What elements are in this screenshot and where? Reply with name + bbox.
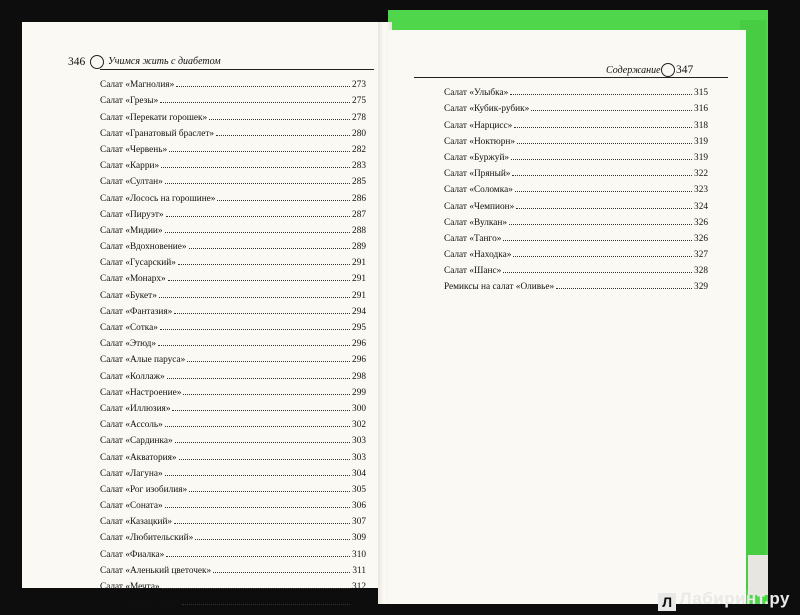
toc-entry-title: Салат «Соломка» xyxy=(444,185,513,196)
left-running-title-wrap xyxy=(108,56,221,67)
toc-entry-title: Салат «Карри» xyxy=(100,161,160,172)
toc-entry-page: 291 xyxy=(352,258,366,269)
toc-entry xyxy=(100,90,366,106)
toc-entry-title: Салат «Алые паруса» xyxy=(100,355,186,366)
toc-entry-title: Салат «Ассоль» xyxy=(100,420,163,431)
toc-entry xyxy=(444,163,708,179)
toc-leader-dots xyxy=(514,127,692,128)
toc-entry-page: 294 xyxy=(352,306,366,317)
toc-entry-page: 275 xyxy=(352,96,366,107)
toc-leader-dots xyxy=(169,151,350,152)
toc-entry-title: Салат «Чемпион» xyxy=(444,201,515,212)
toc-leader-dots xyxy=(160,102,350,103)
toc-entry-page: 273 xyxy=(352,80,366,91)
toc-leader-dots xyxy=(176,86,350,87)
toc-leader-dots xyxy=(160,329,350,330)
toc-entry xyxy=(100,139,366,155)
toc-leader-dots xyxy=(513,256,692,257)
toc-entry xyxy=(100,301,366,317)
toc-entry-title: Салат «Букет» xyxy=(100,290,157,301)
toc-entry xyxy=(100,204,366,220)
toc-leader-dots xyxy=(174,313,350,314)
toc-leader-dots xyxy=(168,280,350,281)
toc-entry-page: 312 xyxy=(352,582,366,592)
toc-entry-page: 315 xyxy=(694,88,708,99)
toc-entry-title: Салат «Настроение» xyxy=(100,387,182,398)
toc-entry-title: Салат «Пируэт» xyxy=(100,209,164,220)
toc-entry-page: 296 xyxy=(352,339,366,350)
toc-entry xyxy=(444,212,708,228)
toc-entry-page: 298 xyxy=(352,371,366,382)
toc-entry-title: Салат «Вдохновение» xyxy=(100,242,187,253)
toc-leader-dots xyxy=(178,264,350,265)
toc-leader-dots xyxy=(510,94,692,95)
toc-entry-page: 299 xyxy=(352,387,366,398)
toc-entry-page: 311 xyxy=(352,565,366,576)
toc-leader-dots xyxy=(516,208,692,209)
left-page-number: 346 xyxy=(68,56,86,68)
toc-entry xyxy=(444,179,708,195)
toc-entry-page: 291 xyxy=(352,274,366,285)
toc-leader-dots xyxy=(509,224,692,225)
header-rule xyxy=(414,77,728,78)
toc-leader-dots xyxy=(158,345,350,346)
right-running-title-wrap xyxy=(606,65,661,76)
toc-entry xyxy=(100,382,366,398)
left-running-head xyxy=(68,56,85,68)
toc-entry xyxy=(444,260,708,276)
page-circle-icon xyxy=(661,63,675,77)
toc-entry-page: 302 xyxy=(352,420,366,431)
toc-entry xyxy=(100,106,366,122)
toc-entry-page: 316 xyxy=(694,104,708,115)
toc-entry-page: 318 xyxy=(694,120,708,131)
toc-entry-title: Салат «Перекати горошек» xyxy=(100,112,208,123)
toc-entry xyxy=(100,479,366,495)
toc-entry xyxy=(100,592,366,608)
toc-entry-page: 280 xyxy=(352,128,366,139)
toc-entry-title: Салат «Акватория» xyxy=(100,452,177,463)
toc-entry xyxy=(100,560,366,576)
left-running-title: Учимся жить с диабетом xyxy=(108,56,221,67)
toc-entry xyxy=(444,98,708,114)
toc-entry-title: Салат «Шанс» xyxy=(444,266,502,277)
toc-entry-page: 319 xyxy=(694,152,708,163)
toc-entry-title: Салат «Этюд» xyxy=(100,339,157,350)
toc-entry-page: 307 xyxy=(352,517,366,528)
toc-leader-dots xyxy=(172,410,350,411)
toc-entry-page: 295 xyxy=(352,323,366,333)
toc-entry xyxy=(100,511,366,527)
toc-entry xyxy=(100,430,366,446)
toc-leader-dots xyxy=(189,491,350,492)
toc-entry-title: Салат «Гранатовый браслет» xyxy=(100,128,215,139)
page-circle-icon xyxy=(90,55,104,69)
toc-entry xyxy=(100,463,366,479)
toc-entry-title: Салат «Монарх» xyxy=(100,274,166,285)
toc-entry-page: 329 xyxy=(694,282,708,293)
toc-entry-title: Салат «Иллюзия» xyxy=(100,403,171,414)
toc-entry-page: 303 xyxy=(352,452,366,463)
toc-entry xyxy=(100,252,366,268)
toc-leader-dots xyxy=(515,191,692,192)
toc-entry-page: 324 xyxy=(694,201,708,212)
toc-entry-title: Салат «Кубик-рубик» xyxy=(444,104,530,115)
toc-leader-dots xyxy=(512,175,692,176)
toc-entry-title: Салат «Гусарский» xyxy=(100,258,176,269)
watermark-text: Лабиринт.ру xyxy=(679,589,790,608)
toc-leader-dots xyxy=(165,475,350,476)
toc-entry-title: Салат «Фантазия» xyxy=(100,306,173,317)
toc-leader-dots xyxy=(179,459,351,460)
toc-leader-dots xyxy=(503,272,692,273)
toc-entry xyxy=(100,446,366,462)
toc-entry-title: Салат «Коллаж» xyxy=(100,371,165,382)
watermark-logo-icon: Л xyxy=(658,593,676,611)
toc-entry-title: Салат «Султан» xyxy=(100,177,163,188)
right-running-title: Содержание xyxy=(606,65,661,76)
toc-entry-title: Салат «Нарцисс» xyxy=(444,120,513,131)
toc-entry xyxy=(100,317,366,333)
toc-leader-dots xyxy=(166,216,351,217)
header-rule xyxy=(100,69,374,70)
toc-entry-page: 326 xyxy=(694,217,708,228)
toc-entry-title: Салат «Пикантный» xyxy=(100,598,181,609)
toc-entry-page: 305 xyxy=(352,484,366,495)
toc-entry-page: 323 xyxy=(694,185,708,196)
toc-entry xyxy=(444,131,708,147)
toc-entry-title: Салат «Мечта» xyxy=(100,582,160,592)
toc-entry-page: 282 xyxy=(352,144,366,155)
toc-entry-title: Салат «Любительский» xyxy=(100,533,194,544)
toc-entry xyxy=(100,398,366,414)
toc-entry xyxy=(100,576,366,592)
toc-leader-dots xyxy=(195,539,350,540)
toc-entry-title: Салат «Червень» xyxy=(100,144,168,155)
toc-leader-dots xyxy=(213,572,350,573)
toc-entry xyxy=(100,123,366,139)
toc-leader-dots xyxy=(165,507,350,508)
toc-entry-page: 289 xyxy=(352,242,366,253)
right-page xyxy=(388,30,746,604)
toc-entry xyxy=(100,220,366,236)
toc-entry-page: 309 xyxy=(352,533,366,544)
toc-entry-page: 322 xyxy=(694,169,708,180)
toc-entry xyxy=(444,195,708,211)
toc-entry xyxy=(100,268,366,284)
toc-entry xyxy=(444,114,708,130)
toc-list-right xyxy=(444,82,708,292)
toc-entry-title: Салат «Магнолия» xyxy=(100,80,175,91)
toc-entry xyxy=(100,187,366,203)
toc-leader-dots xyxy=(511,159,692,160)
toc-entry-title: Салат «Ноктюрн» xyxy=(444,136,516,147)
toc-entry xyxy=(100,349,366,365)
toc-entry-page: 291 xyxy=(352,290,366,301)
toc-entry-page: 313 xyxy=(352,598,366,609)
toc-leader-dots xyxy=(159,297,350,298)
toc-entry-title: Салат «Танго» xyxy=(444,233,502,244)
toc-entry-title: Салат «Буржуй» xyxy=(444,152,510,163)
toc-entry-title: Салат «Лосось на горошине» xyxy=(100,193,216,204)
toc-leader-dots xyxy=(174,523,350,524)
toc-entry-page: 300 xyxy=(352,403,366,414)
left-page xyxy=(22,22,383,609)
toc-entry xyxy=(100,414,366,430)
toc-entry xyxy=(100,543,366,559)
toc-entry xyxy=(444,147,708,163)
toc-entry xyxy=(100,527,366,543)
toc-entry-title: Салат «Мидии» xyxy=(100,225,163,236)
toc-entry-page: 304 xyxy=(352,468,366,479)
toc-entry-title: Салат «Лагуна» xyxy=(100,468,163,479)
toc-leader-dots xyxy=(556,288,692,289)
toc-leader-dots xyxy=(183,394,350,395)
toc-leader-dots xyxy=(182,604,350,605)
toc-entry-title: Салат «Находка» xyxy=(444,250,512,261)
toc-leader-dots xyxy=(165,183,350,184)
toc-entry-title: Салат «Улыбка» xyxy=(444,88,509,99)
toc-entry xyxy=(100,333,366,349)
right-running-head xyxy=(676,64,693,76)
toc-entry-page: 283 xyxy=(352,161,366,172)
toc-leader-dots xyxy=(166,556,350,557)
watermark xyxy=(658,589,790,611)
toc-entry-page: 296 xyxy=(352,355,366,366)
toc-entry xyxy=(444,82,708,98)
toc-entry-title: Салат «Пряный» xyxy=(444,169,511,180)
toc-entry-title: Салат «Казацкий» xyxy=(100,517,173,528)
toc-list-left xyxy=(100,74,366,608)
toc-entry xyxy=(100,236,366,252)
toc-entry xyxy=(100,284,366,300)
toc-leader-dots xyxy=(162,588,350,589)
toc-entry-page: 319 xyxy=(694,136,708,147)
toc-entry-title: Салат «Фиалка» xyxy=(100,549,165,560)
toc-entry-title: Ремиксы на салат «Оливье» xyxy=(444,282,555,293)
toc-leader-dots xyxy=(187,361,350,362)
right-page-number: 347 xyxy=(676,64,694,76)
toc-entry xyxy=(100,74,366,90)
toc-entry-page: 287 xyxy=(352,209,366,220)
toc-leader-dots xyxy=(217,200,350,201)
toc-leader-dots xyxy=(503,240,692,241)
toc-leader-dots xyxy=(216,135,350,136)
toc-entry-page: 288 xyxy=(352,225,366,236)
toc-entry-title: Салат «Соната» xyxy=(100,501,163,512)
toc-entry-page: 285 xyxy=(352,177,366,188)
toc-entry-page: 328 xyxy=(694,266,708,277)
toc-entry xyxy=(444,244,708,260)
toc-entry xyxy=(100,365,366,381)
toc-entry-title: Салат «Сотка» xyxy=(100,323,158,333)
toc-leader-dots xyxy=(189,248,351,249)
toc-entry-page: 278 xyxy=(352,112,366,123)
toc-leader-dots xyxy=(165,232,351,233)
toc-entry-page: 326 xyxy=(694,233,708,244)
toc-leader-dots xyxy=(517,143,692,144)
toc-entry-title: Салат «Сардинка» xyxy=(100,436,173,447)
toc-entry xyxy=(100,171,366,187)
toc-entry-title: Салат «Грезы» xyxy=(100,96,159,107)
toc-entry-title: Салат «Аленький цветочек» xyxy=(100,565,212,576)
toc-entry-page: 303 xyxy=(352,436,366,447)
toc-entry-page: 310 xyxy=(352,549,366,560)
toc-leader-dots xyxy=(531,110,692,111)
toc-leader-dots xyxy=(161,167,350,168)
toc-entry xyxy=(100,495,366,511)
toc-entry xyxy=(444,228,708,244)
toc-entry-page: 327 xyxy=(694,250,708,261)
toc-leader-dots xyxy=(209,119,350,120)
toc-leader-dots xyxy=(175,442,350,443)
toc-entry xyxy=(444,276,708,292)
toc-entry xyxy=(100,155,366,171)
toc-entry-title: Салат «Вулкан» xyxy=(444,217,508,228)
toc-entry-page: 286 xyxy=(352,193,366,204)
toc-leader-dots xyxy=(165,426,350,427)
toc-entry-title: Салат «Рог изобилия» xyxy=(100,484,188,495)
toc-entry-page: 306 xyxy=(352,501,366,512)
toc-leader-dots xyxy=(167,378,350,379)
